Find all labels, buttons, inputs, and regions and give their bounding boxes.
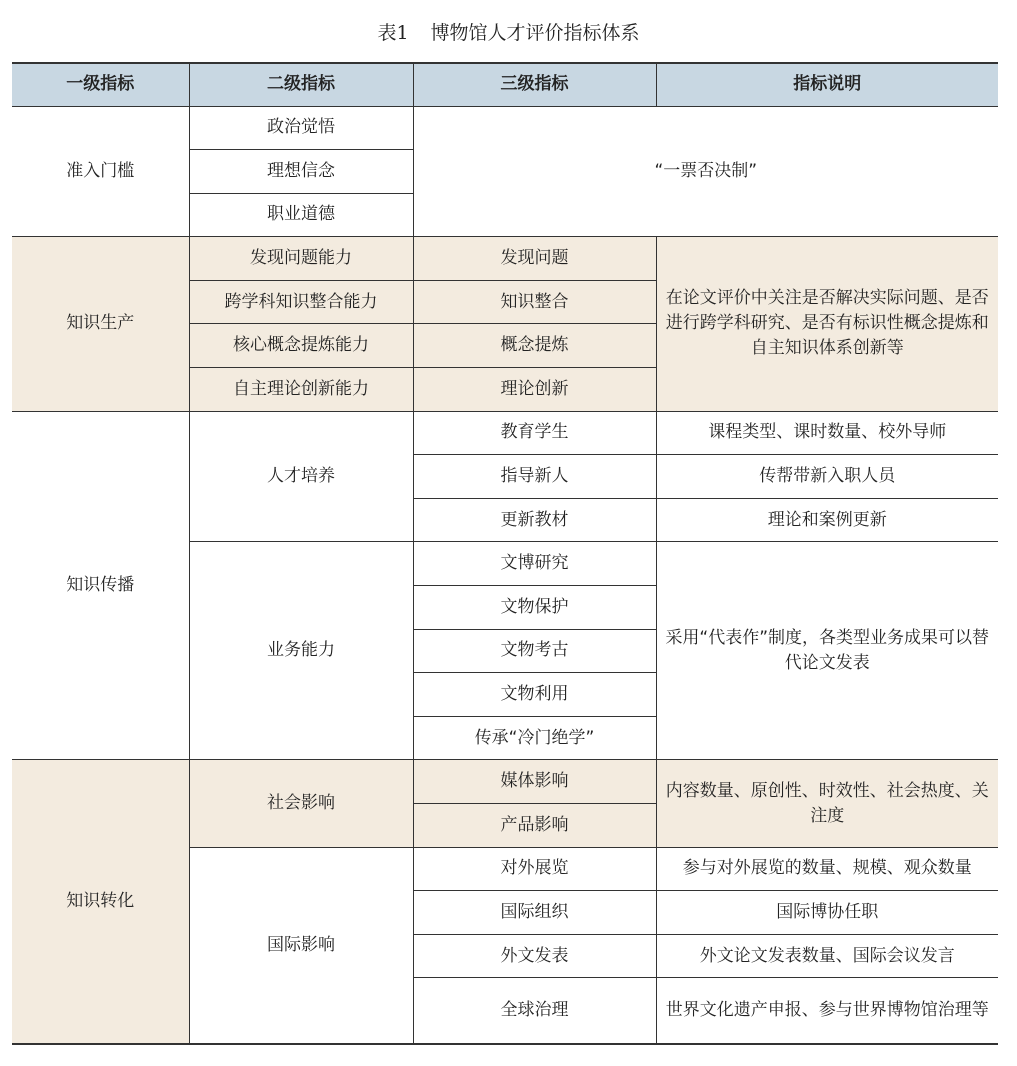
header-level2: 二级指标 bbox=[189, 63, 413, 106]
level3-cell: 更新教材 bbox=[413, 498, 656, 542]
note-cell: 在论文评价中关注是否解决实际问题、是否进行跨学科研究、是否有标识性概念提炼和自主知识体系创新等 bbox=[656, 237, 998, 411]
level3-cell: 媒体影响 bbox=[413, 760, 656, 804]
level3-cell: 教育学生 bbox=[413, 411, 656, 455]
caption-label: 表1 bbox=[377, 22, 409, 44]
note-cell: 传帮带新入职人员 bbox=[656, 455, 998, 499]
table-caption bbox=[0, 18, 1017, 45]
level1-cell: 知识生产 bbox=[12, 237, 189, 411]
header-level3: 三级指标 bbox=[413, 63, 656, 106]
table-row bbox=[12, 760, 998, 804]
level2-cell: 业务能力 bbox=[189, 542, 413, 760]
level2-cell: 职业道德 bbox=[189, 193, 413, 237]
note-cell: 外文论文发表数量、国际会议发言 bbox=[656, 934, 998, 978]
note-cell: 内容数量、原创性、时效性、社会热度、关注度 bbox=[656, 760, 998, 847]
level3-cell: 文物考古 bbox=[413, 629, 656, 673]
level2-cell: 国际影响 bbox=[189, 847, 413, 1044]
level2-cell: 社会影响 bbox=[189, 760, 413, 847]
level2-cell: 人才培养 bbox=[189, 411, 413, 542]
table-row bbox=[12, 237, 998, 281]
level3-cell: 理论创新 bbox=[413, 368, 656, 412]
table-row bbox=[12, 411, 998, 455]
level2-cell: 发现问题能力 bbox=[189, 237, 413, 281]
level2-cell: 核心概念提炼能力 bbox=[189, 324, 413, 368]
indicator-table bbox=[12, 62, 998, 1045]
level3-cell: 知识整合 bbox=[413, 280, 656, 324]
level3-cell: 文物保护 bbox=[413, 586, 656, 630]
level2-cell: 理想信念 bbox=[189, 150, 413, 194]
level1-cell: 准入门槛 bbox=[12, 106, 189, 237]
level1-cell: 知识转化 bbox=[12, 760, 189, 1044]
note-cell: 采用“代表作”制度，各类型业务成果可以替代论文发表 bbox=[656, 542, 998, 760]
note-cell: 国际博协任职 bbox=[656, 891, 998, 935]
note-cell: 理论和案例更新 bbox=[656, 498, 998, 542]
header-row bbox=[12, 63, 998, 106]
level3-cell: 文物利用 bbox=[413, 673, 656, 717]
note-cell: 参与对外展览的数量、规模、观众数量 bbox=[656, 847, 998, 891]
level3-cell: 产品影响 bbox=[413, 804, 656, 848]
level3-cell: 对外展览 bbox=[413, 847, 656, 891]
header-level1: 一级指标 bbox=[12, 63, 189, 106]
level2-cell: 跨学科知识整合能力 bbox=[189, 280, 413, 324]
table-row bbox=[12, 106, 998, 150]
level1-cell: 知识传播 bbox=[12, 411, 189, 760]
level3-cell: 外文发表 bbox=[413, 934, 656, 978]
level3-cell: 国际组织 bbox=[413, 891, 656, 935]
level3-cell: 传承“冷门绝学” bbox=[413, 716, 656, 760]
note-cell: “一票否决制” bbox=[413, 106, 998, 237]
note-cell: 课程类型、课时数量、校外导师 bbox=[656, 411, 998, 455]
level2-cell: 自主理论创新能力 bbox=[189, 368, 413, 412]
level3-cell: 发现问题 bbox=[413, 237, 656, 281]
level3-cell: 文博研究 bbox=[413, 542, 656, 586]
header-note: 指标说明 bbox=[656, 63, 998, 106]
caption-title: 博物馆人才评价指标体系 bbox=[430, 22, 640, 44]
level3-cell: 全球治理 bbox=[413, 978, 656, 1044]
note-cell: 世界文化遗产申报、参与世界博物馆治理等 bbox=[656, 978, 998, 1044]
level2-cell: 政治觉悟 bbox=[189, 106, 413, 150]
level3-cell: 指导新人 bbox=[413, 455, 656, 499]
level3-cell: 概念提炼 bbox=[413, 324, 656, 368]
